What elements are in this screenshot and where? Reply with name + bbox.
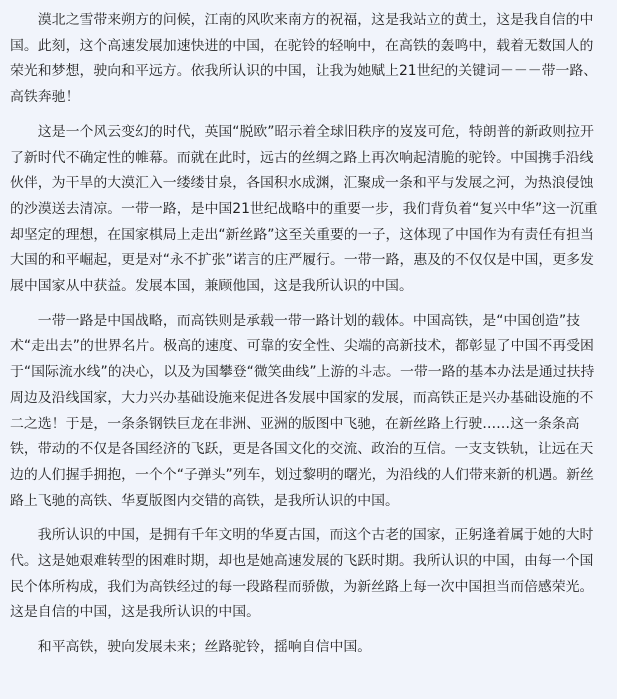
paragraph: 我所认识的中国，是拥有千年文明的华夏古国，而这个古老的国家，正躬逢着属于她的大时代。这是她艰难转型的困难时期，却也是她高速发展的飞跃时期。我所认识的中国，由每一个国民个体所构成，我们为高铁经过的每一段路程而骄傲，为新丝路上每一次中国担当而倍感荣光。这是自信的中国，这是我所认识的中国。 bbox=[10, 527, 594, 621]
paragraph: 漠北之雪带来朔方的问候，江南的风吹来南方的祝福，这是我站立的黄土，这是我自信的中国。此刻，这个高速发展加速快进的中国，在驼铃的轻响中，在高铁的轰鸣中，载着无数国人的荣光和梦想，驶向和平远方。依我所认识的中国，让我为她赋上21世纪的关键词－－－带一路、高铁奔驰！ bbox=[10, 12, 598, 106]
paragraph: 这是一个风云变幻的时代，英国“脱欧”昭示着全球旧秩序的岌岌可危，特朗普的新政则拉开了新时代不确定性的帷幕。而就在此时，远古的丝绸之路上再次响起清脆的驼铃。中国携手沿线伙伴，为干旱的大漠汇入一缕缕甘泉，各国积水成渊，汇聚成一条和平与发展之河，为热浪侵蚀的沙漠送去清凉。一带一路，是中国21世纪战略中的重要一步，我们背负着“复兴中华”这一沉重却坚定的理想，在国家棋局上走出“新丝路”这至关重要的一子，这体现了中国作为有责任有担当大国的和平崛起，更是对“永不扩张”诺言的庄严履行。一带一路，惠及的不仅仅是中国，更多发展中国家从中获益。发展本国，兼顾他国，这是我所认识的中国。 bbox=[10, 123, 598, 295]
paragraph: 和平高铁，驶向发展未来；丝路驼铃，摇响自信中国。 bbox=[37, 639, 372, 656]
paragraph: 一带一路是中国战略，而高铁则是承载一带一路计划的载体。中国高铁，是“中国创造”技术“走出去”的世界名片。极高的速度、可靠的安全性、尖端的高新技术，都彰显了中国不再受困于“国际流水线”的决心，以及为国攀登“微笑曲线”上游的斗志。一带一路的基本办法是通过扶持周边及沿线国家，大力兴办基础设施来促进各发展中国家的发展，而高铁正是兴办基础设施的不二之选！于是，一条条钢铁巨龙在非洲、亚洲的版图中飞驰，在新丝路上行驶……这一条条高铁，带动的不仅是各国经济的飞跃，更是各国文化的交流、政治的互信。一支支铁轨，让远在天边的人们握手拥抱，一个个“子弹头”列车，划过黎明的曙光，为沿线的人们带来新的机遇。新丝路上飞驰的高铁、华夏版图内交错的高铁，是我所认识的中国。 bbox=[10, 312, 595, 509]
